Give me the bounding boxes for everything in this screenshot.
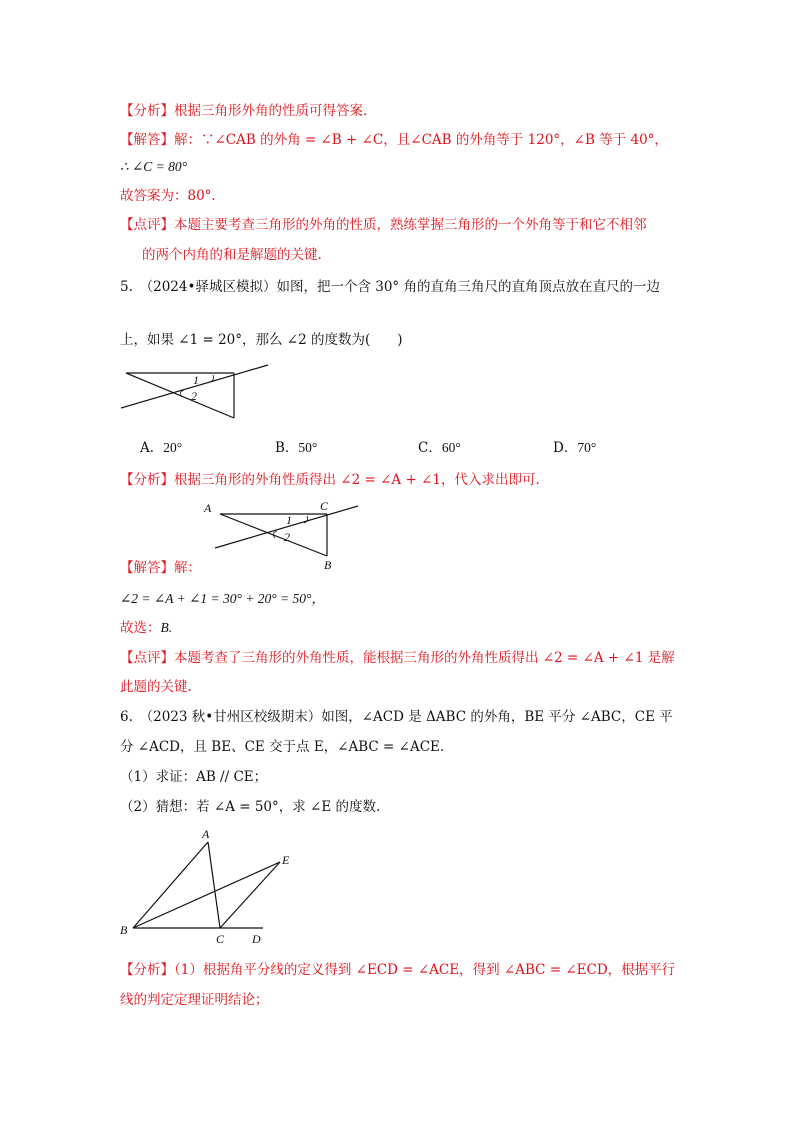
angle-2-arc (273, 531, 277, 538)
q4-comment (120, 215, 647, 235)
comment-line1: 本题考查了三角形的外角性质，能根据三角形的外角性质得出 ∠2 = ∠A + ∠1 是解 (174, 650, 675, 666)
analysis-tag: 【分析】 (120, 472, 174, 488)
option-b[interactable] (275, 438, 317, 458)
analysis-line1: （1）根据角平分线的定义得到 ∠ECD = ∠ACE，得到 ∠ABC = ∠ECD，根据平行 (174, 962, 676, 978)
q5-figure-2 (200, 496, 365, 574)
q6-part1: （1）求证：AB // CE； (120, 769, 268, 785)
analysis-text: 根据三角形的外角性质得出 ∠2 = ∠A + ∠1，代入求出即可. (174, 472, 540, 488)
q6-part2: （2）猜想：若 ∠A = 50°，求 ∠E 的度数. (120, 799, 381, 815)
option-d[interactable] (553, 438, 596, 458)
segment-ba (133, 842, 208, 928)
q5-answer (120, 558, 201, 578)
point-b-label: B (120, 923, 128, 937)
point-a-label: A (202, 827, 210, 841)
q4-answer-line2: ∴ ∠C = 80° (120, 159, 188, 174)
angle-1-label: 1 (193, 373, 199, 387)
option-c[interactable] (418, 438, 461, 458)
q4-comment-line2: 的两个内角的和是解题的关键. (142, 247, 322, 263)
option-d-value: 70° (577, 440, 597, 455)
answer-tag: 【解答】 (120, 560, 174, 576)
q5-calc: ∠2 = ∠A + ∠1 = 30° + 20° = 50°， (120, 591, 325, 606)
angle-1-label: 1 (286, 513, 292, 527)
q6-stem-line1: 6. （2023 秋•甘州区校级期末）如图，∠ACD 是 ΔABC 的外角，BE 平分 ∠ABC，CE 平 (120, 709, 673, 725)
answer-text: 解：∵∠CAB 的外角 = ∠B + ∠C，且∠CAB 的外角等于 120°，∠B 等于 40°， (174, 132, 668, 148)
q5-comment-line2: 此题的关键. (120, 679, 192, 695)
q6-figure (118, 822, 308, 950)
option-d-label: D． (553, 440, 578, 456)
option-a-value: 20° (163, 440, 183, 455)
point-d-label: D (252, 932, 261, 946)
q5-stem-line1: 5. （2024•驿城区模拟）如图，把一个含 30° 角的直角三角尺的直角顶点放在直尺的一边 (120, 279, 660, 295)
option-c-value: 60° (441, 440, 461, 455)
segment-be (133, 862, 280, 928)
q5-choice (120, 618, 172, 638)
angle-2-label: 2 (284, 530, 290, 544)
point-c-label: C (320, 499, 329, 513)
q4-analysis (120, 101, 367, 121)
q6-stem-line2: 分 ∠ACD，且 BE、CE 交于点 E，∠ABC = ∠ACE. (120, 739, 445, 755)
option-b-label: B． (275, 440, 299, 456)
choice-value: B. (160, 620, 173, 635)
analysis-tag: 【分析】 (120, 103, 174, 119)
answer-text: 解： (174, 560, 201, 576)
q5-analysis (120, 470, 540, 490)
q5-stem-line2: 上，如果 ∠1 = 20°，那么 ∠2 的度数为( ) (120, 332, 403, 348)
choice-prefix: 故选： (120, 620, 161, 636)
option-b-value: 50° (298, 440, 318, 455)
option-c-label: C． (418, 440, 442, 456)
comment-tag: 【点评】 (120, 650, 174, 666)
q4-answer (120, 130, 668, 150)
segment-ac (208, 842, 220, 928)
q5-figure-1 (118, 360, 278, 426)
segment-ce (220, 862, 280, 928)
point-a-label: A (204, 501, 212, 515)
option-a[interactable] (140, 438, 182, 458)
point-c-label: C (216, 932, 225, 946)
comment-tag: 【点评】 (120, 217, 174, 233)
point-e-label: E (282, 853, 290, 867)
analysis-text: 根据三角形外角的性质可得答案. (174, 103, 368, 119)
q5-comment (120, 648, 675, 668)
option-a-label: A． (140, 440, 164, 456)
answer-tag: 【解答】 (120, 132, 174, 148)
angle-2-label: 2 (191, 389, 197, 403)
q6-analysis (120, 960, 675, 980)
q6-analysis-line2: 线的判定定理证明结论； (120, 992, 269, 1008)
q4-final: 故答案为：80°. (120, 188, 216, 204)
comment-line1: 本题主要考查三角形的外角的性质，熟练掌握三角形的一个外角等于和它不相邻 (174, 217, 647, 233)
analysis-tag: 【分析】 (120, 962, 174, 978)
point-b-label: B (324, 558, 332, 572)
